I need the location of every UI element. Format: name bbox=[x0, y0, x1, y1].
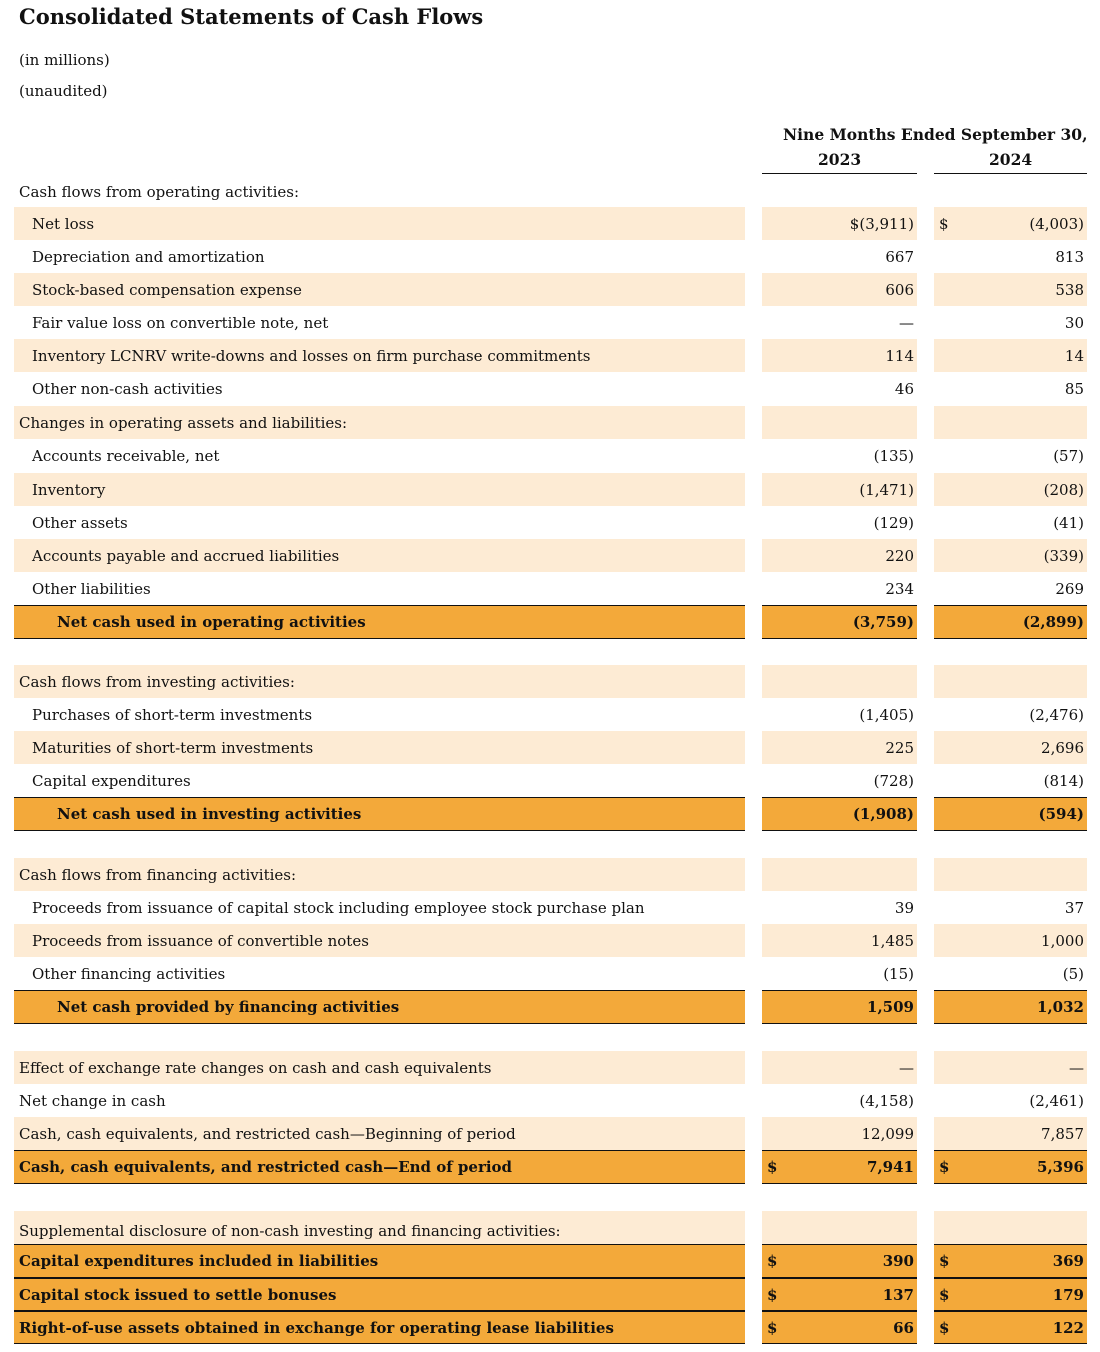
row-label: Net change in cash bbox=[19, 1091, 166, 1110]
total-row bbox=[0, 1244, 1100, 1278]
value-2023: (15) bbox=[883, 964, 914, 983]
value-2023: $(3,911) bbox=[849, 214, 914, 233]
column-header-2024: 2024 bbox=[989, 150, 1033, 169]
dollar-sign-2024: $ bbox=[939, 1252, 950, 1270]
dollar-sign-2023: $ bbox=[767, 1318, 778, 1337]
row-label: Cash, cash equivalents, and restricted cash—End of period bbox=[19, 1158, 513, 1176]
value-2023: (728) bbox=[873, 771, 914, 790]
value-2024: (41) bbox=[1053, 513, 1084, 532]
row-label: Other liabilities bbox=[32, 579, 151, 598]
row-label: Depreciation and amortization bbox=[32, 247, 265, 266]
table-row bbox=[0, 957, 1100, 990]
value-2023: (4,158) bbox=[859, 1091, 914, 1110]
table-row bbox=[0, 572, 1100, 605]
row-label: Net cash used in operating activities bbox=[57, 613, 366, 631]
table-row bbox=[0, 506, 1100, 539]
total-row bbox=[0, 797, 1100, 831]
value-2023: 390 bbox=[882, 1252, 914, 1270]
row-label: Supplemental disclosure of non-cash investing and financing activities: bbox=[19, 1222, 561, 1241]
dollar-sign-2023: $ bbox=[767, 1285, 778, 1304]
table-row bbox=[0, 1211, 1100, 1244]
dollar-sign-2024: $ bbox=[939, 1318, 950, 1337]
value-2024: (4,003) bbox=[1029, 214, 1084, 233]
table-row bbox=[0, 665, 1100, 698]
total-row bbox=[0, 990, 1100, 1024]
table-row bbox=[0, 858, 1100, 891]
row-label: Changes in operating assets and liabilities: bbox=[19, 413, 348, 432]
row-label: Inventory LCNRV write-downs and losses on firm purchase commitments bbox=[32, 346, 591, 365]
table-row bbox=[0, 339, 1100, 372]
column-header-2023: 2023 bbox=[818, 150, 862, 169]
value-2023: 1,509 bbox=[867, 998, 914, 1016]
value-2024: (2,461) bbox=[1029, 1091, 1084, 1110]
table-row bbox=[0, 891, 1100, 924]
value-2023: 606 bbox=[885, 280, 914, 299]
value-2024: (5) bbox=[1062, 964, 1084, 983]
value-2024: (2,476) bbox=[1029, 705, 1084, 724]
value-2024: (2,899) bbox=[1022, 613, 1084, 631]
row-label: Other financing activities bbox=[32, 964, 226, 983]
value-2023: (1,908) bbox=[852, 805, 914, 823]
value-2024: 122 bbox=[1052, 1318, 1084, 1337]
value-2023: 114 bbox=[885, 346, 914, 365]
value-2024: 85 bbox=[1064, 379, 1084, 398]
value-2023: 225 bbox=[885, 738, 914, 757]
value-2024: 813 bbox=[1055, 247, 1084, 266]
period-header: Nine Months Ended September 30, bbox=[783, 125, 1088, 144]
value-2024: (208) bbox=[1043, 480, 1084, 499]
value-2023: (135) bbox=[873, 446, 914, 465]
table-row bbox=[0, 406, 1100, 439]
value-2024: 269 bbox=[1055, 579, 1084, 598]
value-2024: 369 bbox=[1052, 1252, 1084, 1270]
dollar-sign-2024: $ bbox=[939, 1158, 950, 1176]
units-note: (in millions) bbox=[19, 51, 110, 69]
value-2023: (1,471) bbox=[859, 480, 914, 499]
table-row bbox=[0, 1051, 1100, 1084]
table-row bbox=[0, 273, 1100, 306]
row-label: Capital stock issued to settle bonuses bbox=[19, 1285, 337, 1304]
value-2023: 66 bbox=[893, 1318, 914, 1337]
row-label: Stock-based compensation expense bbox=[32, 280, 302, 299]
value-2023: 12,099 bbox=[861, 1124, 914, 1143]
table-row bbox=[0, 306, 1100, 339]
value-2024: (594) bbox=[1038, 805, 1084, 823]
table-row bbox=[0, 372, 1100, 405]
value-2024: 5,396 bbox=[1037, 1158, 1084, 1176]
table-row bbox=[0, 1084, 1100, 1117]
value-2024: 1,032 bbox=[1037, 998, 1084, 1016]
table-row bbox=[0, 764, 1100, 797]
value-2023: — bbox=[899, 1058, 914, 1077]
value-2023: 39 bbox=[894, 898, 914, 917]
row-label: Maturities of short-term investments bbox=[32, 738, 314, 757]
row-label: Inventory bbox=[32, 480, 106, 499]
value-2024: 37 bbox=[1064, 898, 1084, 917]
row-label: Proceeds from issuance of capital stock including employee stock purchase plan bbox=[32, 898, 645, 917]
value-2023: 667 bbox=[885, 247, 914, 266]
row-label: Capital expenditures bbox=[32, 771, 191, 790]
row-label: Accounts receivable, net bbox=[32, 446, 220, 465]
table-row bbox=[0, 240, 1100, 273]
value-2024: 538 bbox=[1055, 280, 1084, 299]
table-row bbox=[0, 439, 1100, 472]
value-2023: (1,405) bbox=[859, 705, 914, 724]
row-label: Capital expenditures included in liabilities bbox=[19, 1252, 379, 1270]
value-2024: 14 bbox=[1064, 346, 1084, 365]
dollar-sign-2023: $ bbox=[767, 1252, 778, 1270]
table-row bbox=[0, 473, 1100, 506]
value-2023: 1,485 bbox=[871, 931, 914, 950]
value-2024: — bbox=[1069, 1058, 1084, 1077]
value-2024: 2,696 bbox=[1041, 738, 1084, 757]
table-row bbox=[0, 698, 1100, 731]
row-label: Right-of-use assets obtained in exchange for operating lease liabilities bbox=[19, 1318, 614, 1337]
row-label: Cash flows from investing activities: bbox=[19, 672, 295, 691]
table-row bbox=[0, 175, 1100, 208]
table-row bbox=[0, 924, 1100, 957]
audit-note: (unaudited) bbox=[19, 82, 108, 100]
total-row bbox=[0, 1311, 1100, 1344]
row-label: Net loss bbox=[32, 214, 95, 233]
table-row bbox=[0, 207, 1100, 240]
value-2024: (339) bbox=[1043, 546, 1084, 565]
table-row bbox=[0, 1117, 1100, 1150]
value-2023: 137 bbox=[882, 1285, 914, 1304]
row-label: Cash flows from operating activities: bbox=[19, 182, 300, 201]
value-2023: 46 bbox=[894, 379, 914, 398]
total-row bbox=[0, 1278, 1100, 1311]
dollar-sign-2023: $ bbox=[767, 1158, 778, 1176]
row-label: Net cash used in investing activities bbox=[57, 805, 362, 823]
row-label: Cash flows from financing activities: bbox=[19, 865, 297, 884]
value-2024: 30 bbox=[1064, 313, 1084, 332]
value-2024: 7,857 bbox=[1041, 1124, 1084, 1143]
dollar-sign-2024: $ bbox=[939, 1285, 950, 1304]
row-label: Fair value loss on convertible note, net bbox=[32, 313, 329, 332]
total-row bbox=[0, 1150, 1100, 1184]
table-row bbox=[0, 731, 1100, 764]
value-2024: 179 bbox=[1052, 1285, 1084, 1304]
value-2024: 1,000 bbox=[1041, 931, 1084, 950]
row-label: Cash, cash equivalents, and restricted cash—Beginning of period bbox=[19, 1124, 516, 1143]
page-title: Consolidated Statements of Cash Flows bbox=[19, 4, 484, 29]
value-2024: (814) bbox=[1043, 771, 1084, 790]
value-2024: (57) bbox=[1053, 446, 1084, 465]
dollar-sign-2024: $ bbox=[939, 214, 949, 233]
row-label: Other non-cash activities bbox=[32, 379, 223, 398]
value-2023: (129) bbox=[873, 513, 914, 532]
row-label: Purchases of short-term investments bbox=[32, 705, 313, 724]
row-label: Other assets bbox=[32, 513, 128, 532]
value-2023: 7,941 bbox=[867, 1158, 914, 1176]
row-label: Accounts payable and accrued liabilities bbox=[32, 546, 340, 565]
row-label: Proceeds from issuance of convertible notes bbox=[32, 931, 369, 950]
total-row bbox=[0, 605, 1100, 639]
value-2023: 220 bbox=[885, 546, 914, 565]
table-row bbox=[0, 539, 1100, 572]
value-2023: — bbox=[899, 313, 914, 332]
row-label: Effect of exchange rate changes on cash and cash equivalents bbox=[19, 1058, 492, 1077]
value-2023: 234 bbox=[885, 579, 914, 598]
header-rule-2023 bbox=[762, 173, 917, 174]
value-2023: (3,759) bbox=[852, 613, 914, 631]
row-label: Net cash provided by financing activities bbox=[57, 998, 400, 1016]
header-rule-2024 bbox=[934, 173, 1087, 174]
